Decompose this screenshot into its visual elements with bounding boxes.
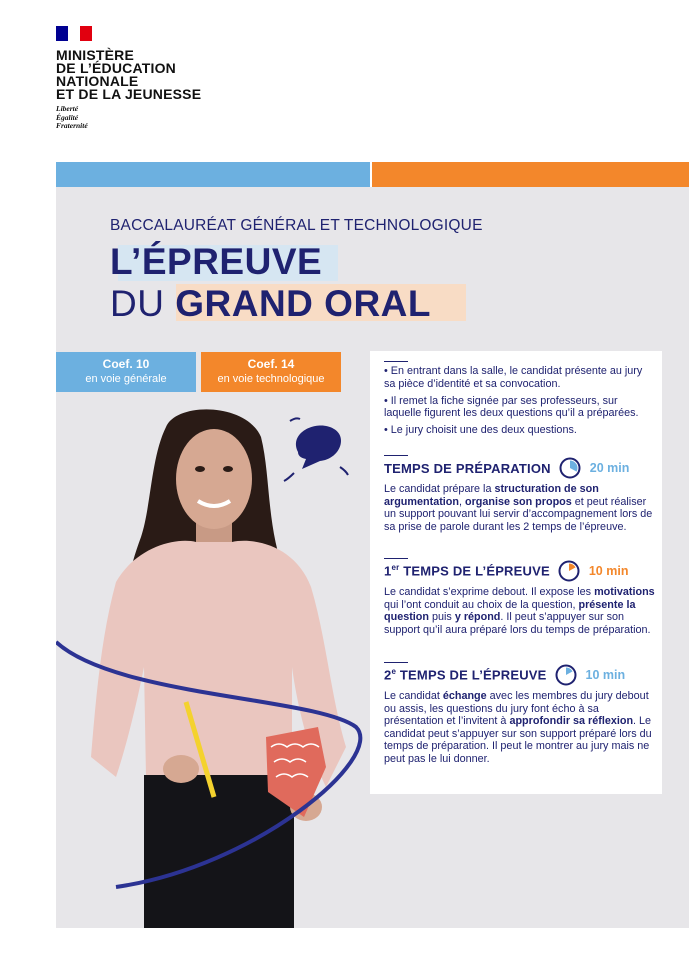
emphasis-text: structuration de son argumentation (384, 483, 599, 508)
title-bold: GRAND ORAL (175, 283, 431, 324)
section-title (384, 667, 547, 682)
section-body (384, 690, 656, 766)
face (176, 429, 252, 529)
info-card (370, 351, 662, 794)
emphasis-text: présente la question (384, 598, 636, 624)
ministry-logo (56, 26, 201, 131)
speech-bubble-icon (296, 426, 341, 469)
emphasis-text: motivations (594, 586, 655, 598)
ministry-line: ET DE LA JEUNESSE (56, 86, 202, 102)
stripe-blue (56, 162, 370, 187)
emphasis-text: organise son propos (464, 495, 572, 508)
body-text: avec les membres du jury debout ou assis, les questions du jury font écho à sa présentation et l’invitent à (384, 690, 649, 728)
eye-right (223, 466, 233, 472)
section-title: TEMPS DE PRÉPARATION (384, 460, 551, 476)
divider (384, 361, 408, 362)
section-duration: 20 min (589, 461, 630, 475)
section-duration: 10 min (585, 668, 626, 682)
body-text: , (458, 495, 465, 508)
coef-general-badge (56, 352, 196, 392)
emphasis-text: échange (442, 690, 487, 702)
coef-technological-badge (201, 352, 341, 392)
section-body (384, 586, 656, 636)
coef-track: en voie technologique (217, 373, 325, 385)
motto-line: Liberté (56, 104, 79, 113)
section-number: 1 (384, 563, 392, 579)
marianne-flag-icon (56, 26, 92, 41)
section-body (384, 483, 656, 533)
body-text: . Il peut s’appuyer sur son support qu’il aura préparé lors du temps de préparation. (384, 611, 651, 636)
title-prefix: DU (110, 283, 176, 324)
coef-track: en voie générale (85, 373, 167, 385)
intro-item: • Il remet la fiche signée par ses professeurs, sur laquelle figurent les deux questions qu’il a préparées. (384, 394, 639, 420)
ministry-line: MINISTÈRE (56, 47, 135, 63)
eye-left (195, 466, 205, 472)
coef-value: Coef. 10 (102, 357, 150, 371)
color-stripe (56, 162, 689, 187)
emphasis-text: approfondir sa réflexion (509, 715, 634, 728)
section-preparation (384, 455, 656, 533)
page-title-line1: L’ÉPREUVE (110, 241, 323, 282)
section-number: 2 (384, 667, 392, 683)
timer-icon (558, 560, 580, 582)
body-text: et peut réaliser un support pouvant lui servir d’accompagnement lors de sa prise de parole durant les 2 temps de l’épreuve. (384, 495, 653, 533)
timer-icon (559, 457, 581, 479)
body-text: Le candidat prépare la (384, 483, 495, 495)
section-title-text: TEMPS DE L’ÉPREUVE (396, 667, 547, 683)
timer-icon (555, 664, 577, 686)
page-subtitle: BACCALAURÉAT GÉNÉRAL ET TECHNOLOGIQUE (110, 217, 483, 234)
ministry-line: NATIONALE (56, 73, 139, 89)
content-panel (56, 187, 689, 928)
body-text: qui l’ont conduit au choix de la question, (384, 598, 579, 611)
section-first-part (384, 558, 656, 636)
body-text: . Le candidat peut s’appuyer sur son support préparé lors du temps de préparation. Il peut le montrer au jury mais ne peut pas le lui donner. (384, 715, 652, 765)
intro-list (384, 361, 654, 441)
hand-left (163, 755, 199, 783)
intro-item: • En entrant dans la salle, le candidat présente au jury sa pièce d’identité et sa convocation. (384, 365, 643, 390)
body-text: Le candidat s’exprime debout. Il expose les (384, 586, 595, 598)
ministry-name (56, 49, 201, 101)
coef-value: Coef. 14 (247, 357, 295, 371)
ministry-line: DE L’ÉDUCATION (56, 60, 176, 76)
pants (144, 775, 294, 928)
motto-line: Fraternité (56, 121, 88, 130)
section-title (384, 563, 550, 578)
motto-line: Égalité (56, 112, 79, 122)
body-text: puis (429, 611, 455, 624)
section-ordinal: er (391, 563, 400, 573)
emphasis-text: y répond (454, 611, 501, 624)
student-photo (56, 397, 366, 928)
republic-motto (56, 105, 201, 131)
section-second-part (384, 662, 656, 766)
stripe-orange (372, 162, 689, 187)
page-title-line2 (110, 283, 431, 325)
section-duration: 10 min (588, 564, 629, 578)
body-text: Le candidat (384, 690, 443, 702)
section-ordinal: e (391, 667, 397, 677)
section-title-text: TEMPS DE L’ÉPREUVE (399, 563, 550, 579)
intro-item: • Le jury choisit une des deux questions. (384, 424, 577, 437)
